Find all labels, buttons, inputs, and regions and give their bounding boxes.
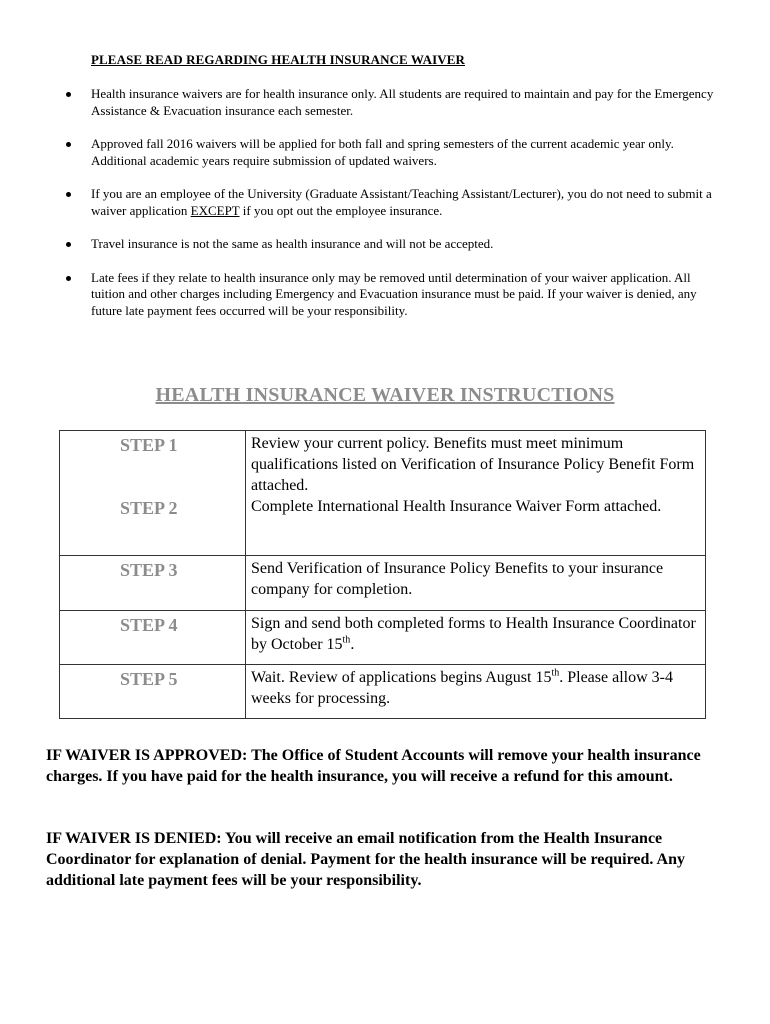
steps-table — [59, 430, 706, 719]
step-text — [251, 667, 703, 709]
step-label: STEP 3 — [120, 560, 178, 580]
step-text-main: Wait. Review of applications begins August 15 — [251, 669, 552, 686]
bullet-dot-icon — [66, 142, 71, 147]
ordinal-suffix: th — [551, 667, 560, 679]
notice-bullet-text-end: if you opt out the employee insurance. — [239, 202, 443, 218]
notice-bullet-5 — [64, 270, 724, 320]
notice-bullet-1 — [64, 86, 724, 119]
step-label: STEP 1 — [120, 435, 178, 455]
step-label: STEP 4 — [120, 615, 178, 635]
step-label: STEP 5 — [120, 669, 178, 689]
approved-outcome: IF WAIVER IS APPROVED: The Office of Student Accounts will remove your health insurance charges. If you have paid for the health insurance, you will receive a refund for this amount. — [46, 747, 701, 785]
notice-heading: PLEASE READ REGARDING HEALTH INSURANCE WAIVER — [91, 52, 465, 67]
step-text: Review your current policy. Benefits must meet minimum qualifications listed on Verification of Insurance Policy Benefit Form attached. — [251, 435, 695, 494]
ordinal-suffix: th — [342, 634, 351, 646]
step-label: STEP 2 — [120, 498, 178, 518]
step-text: Send Verification of Insurance Policy Benefits to your insurance company for completion. — [251, 560, 664, 598]
notice-bullet-2 — [64, 136, 724, 169]
bullet-dot-icon — [66, 192, 71, 197]
notice-bullet-text: If you are an employee of the University (Graduate Assistant/Teaching Assistant/Lecturer), you do not need to submit a waiver application — [91, 186, 712, 218]
step-text: Complete International Health Insurance Waiver Form attached. — [251, 498, 662, 515]
step-row-4 — [60, 611, 705, 665]
step-row-3 — [60, 556, 705, 611]
notice-bullet-text: Approved fall 2016 waivers will be applied for both fall and spring semesters of the current academic year only. Additional academic years require submission of updated waivers. — [91, 136, 674, 168]
notice-bullet-text: Travel insurance is not the same as health insurance and will not be accepted. — [91, 236, 494, 251]
notice-bullet-text: Late fees if they relate to health insurance only may be removed until determination of your waiver application. All tuition and other charges including Emergency and Evacuation insurance must be paid. If your waiver is denied, any future late payment fees occurred will be your responsibility. — [91, 269, 697, 318]
step-row-2 — [60, 494, 705, 556]
step-row-1 — [60, 431, 705, 494]
notice-bullet-4 — [64, 236, 724, 253]
step-row-5 — [60, 665, 705, 718]
instructions-title: HEALTH INSURANCE WAIVER INSTRUCTIONS — [155, 384, 615, 406]
bullet-dot-icon — [66, 276, 71, 281]
notice-bullet-text: Health insurance waivers are for health insurance only. All students are required to maintain and pay for the Emergency Assistance & Evacuation insurance each semester. — [91, 86, 714, 118]
notice-bullet-list — [64, 86, 724, 336]
denied-outcome: IF WAIVER IS DENIED: You will receive an email notification from the Health Insurance Coordinator for explanation of denial. Payment for the health insurance will be required. Any additional late payment fees will be your responsibility. — [46, 830, 685, 889]
step-text-main: Sign and send both completed forms to Health Insurance Coordinator by October 15 — [251, 615, 696, 653]
except-emphasis: EXCEPT — [190, 202, 240, 218]
bullet-dot-icon — [66, 242, 71, 247]
step-text-end: . — [350, 636, 355, 653]
bullet-dot-icon — [66, 92, 71, 97]
step-text-end: . Please allow 3-4 weeks for processing. — [251, 669, 673, 707]
notice-bullet-3 — [64, 186, 724, 219]
step-text — [251, 613, 703, 655]
